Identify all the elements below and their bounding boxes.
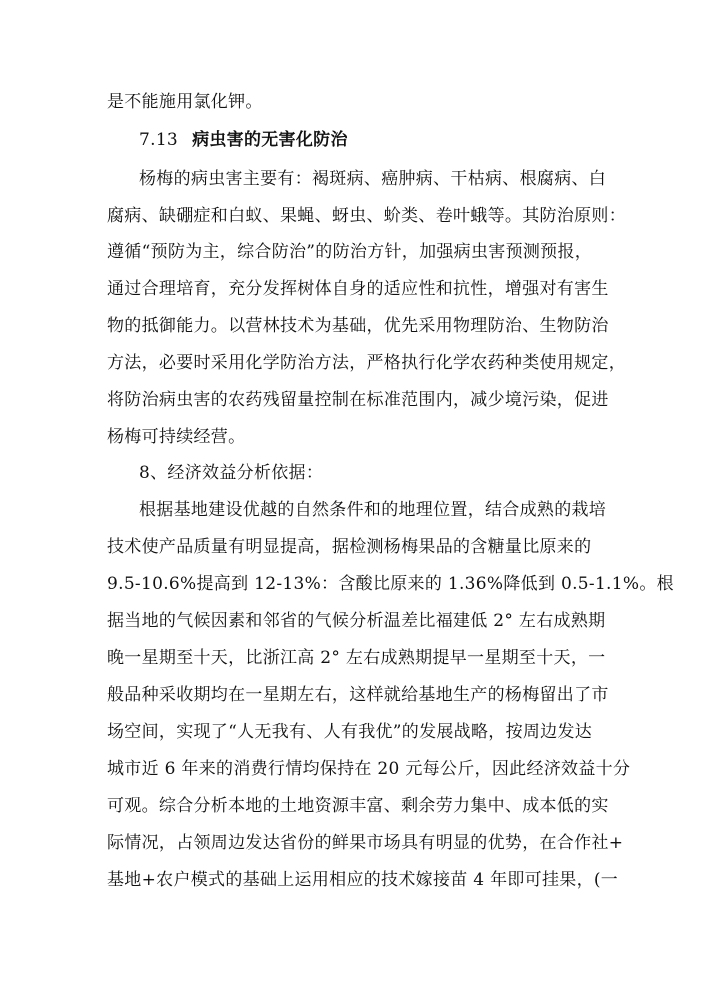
- paragraph-line: 般品种采收期均在一星期左右，这样就给基地生产的杨梅留出了市: [107, 685, 609, 705]
- section-number: 7.13: [139, 130, 179, 150]
- paragraph-line: 晚一星期至十天，比浙江高 2° 左右成熟期提早一星期至十天，一: [107, 648, 606, 668]
- section-heading-8: 8、经济效益分析依据：: [139, 463, 324, 483]
- paragraph-line: 将防治病虫害的农药残留量控制在标准范围内，减少境污染，促进: [107, 390, 609, 410]
- paragraph-line: 9.5-10.6%提高到 12-13%：含酸比原来的 1.36%降低到 0.5-1.1%。根: [107, 574, 674, 594]
- paragraph-line: 际情况，占领周边发达省份的鲜果市场具有明显的优势，在合作社+: [107, 833, 624, 853]
- paragraph-line: 基地+农户模式的基础上运用相应的技术嫁接苗 4 年即可挂果，(一: [107, 870, 619, 890]
- text-line: 是不能施用氯化钾。: [107, 92, 263, 112]
- paragraph-line: 据当地的气候因素和邻省的气候分析温差比福建低 2° 左右成熟期: [107, 611, 606, 631]
- section-title: 病虫害的无害化防治: [192, 130, 348, 150]
- paragraph-line: 根据基地建设优越的自然条件和的地理位置，结合成熟的栽培: [139, 500, 607, 520]
- paragraph-line: 方法，必要时采用化学防治方法，严格执行化学农药种类使用规定，: [107, 353, 626, 373]
- paragraph-line: 杨梅的病虫害主要有：褐斑病、癌肿病、干枯病、根腐病、白: [139, 169, 607, 189]
- paragraph-line: 物的抵御能力。以营林技术为基础，优先采用物理防治、生物防治: [107, 316, 609, 336]
- paragraph-line: 城市近 6 年来的消费行情均保持在 20 元每公斤，因此经济效益十分: [107, 759, 631, 779]
- paragraph-line: 技术使产品质量有明显提高，据检测杨梅果品的含糖量比原来的: [107, 537, 592, 557]
- paragraph-line: 遵循“预防为主，综合防治”的防治方针，加强病虫害预测预报，: [107, 242, 593, 262]
- paragraph-line: 腐病、缺硼症和白蚁、果蝇、蚜虫、蚧类、卷叶蛾等。其防治原则：: [107, 206, 626, 226]
- paragraph-line: 可观。综合分析本地的土地资源丰富、剩余劳力集中、成本低的实: [107, 796, 609, 816]
- section-heading-7-13: [139, 128, 639, 152]
- paragraph-line: 场空间，实现了“人无我有、人有我优”的发展战略，按周边发达: [107, 722, 593, 742]
- paragraph-line: 杨梅可持续经营。: [107, 427, 246, 447]
- paragraph-line: 通过合理培育，充分发挥树体自身的适应性和抗性，增强对有害生: [107, 279, 609, 299]
